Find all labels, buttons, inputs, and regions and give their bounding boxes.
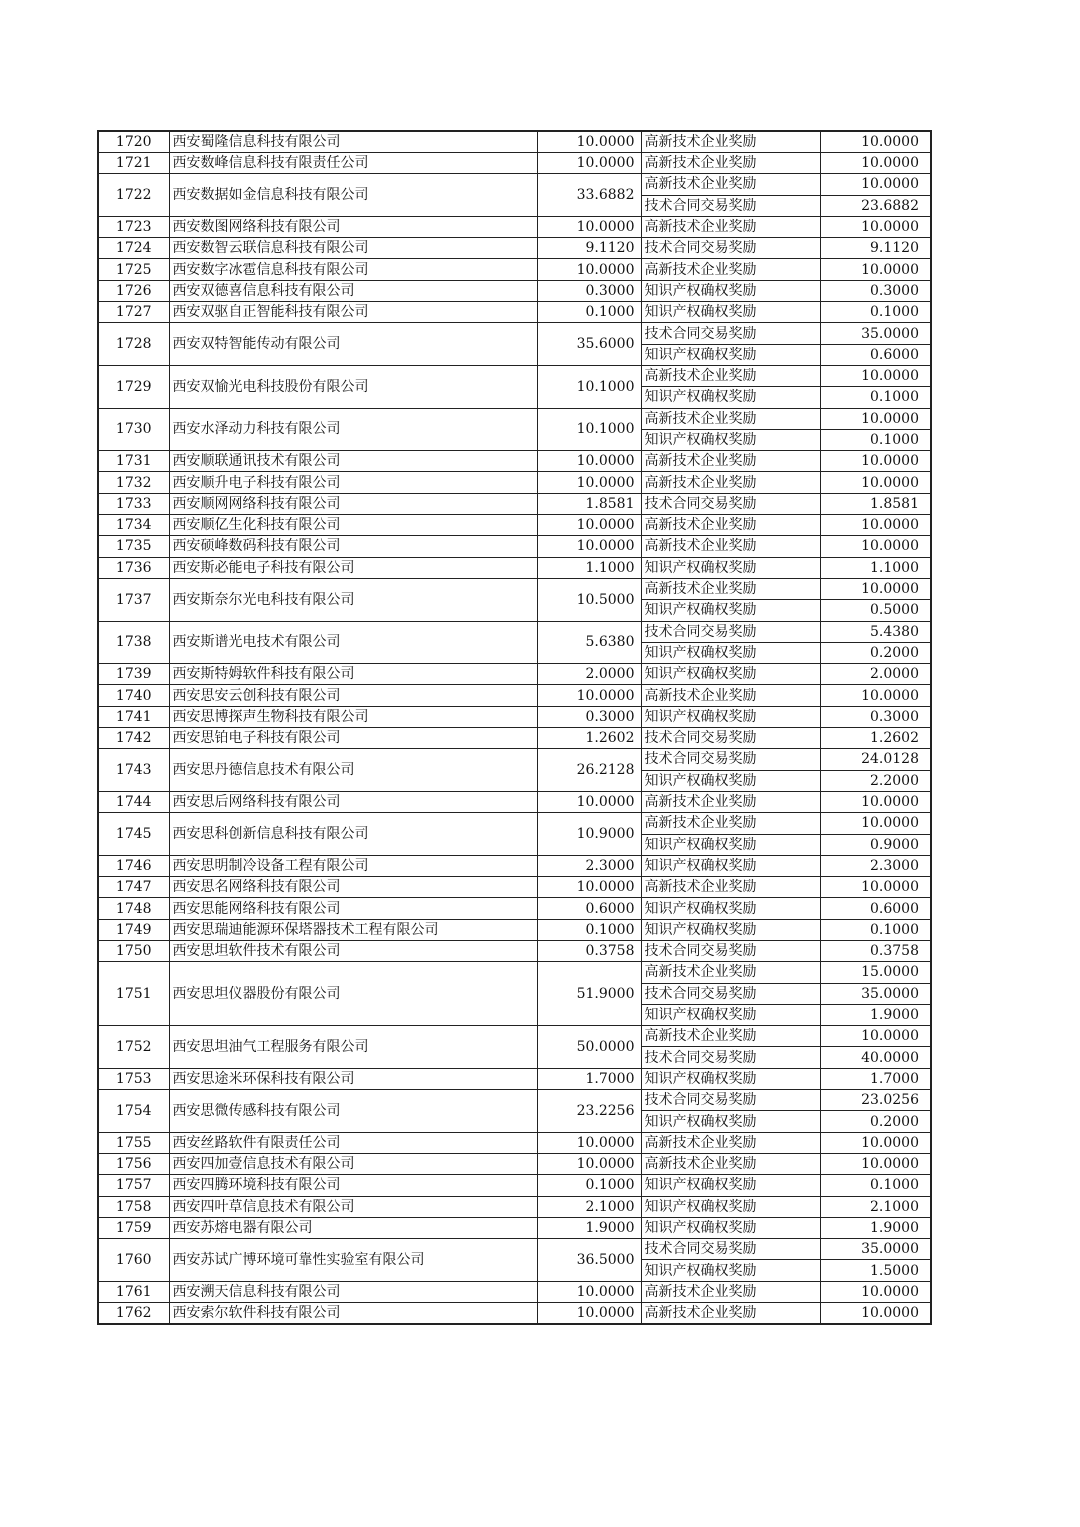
company-name: 西安思能网络科技有限公司 [169, 898, 537, 919]
award-amount: 24.0128 [820, 749, 931, 770]
award-type: 技术合同交易奖励 [641, 195, 820, 216]
award-type: 知识产权确权奖励 [641, 770, 820, 791]
record-number: 1729 [98, 365, 169, 408]
record-number: 1757 [98, 1175, 169, 1196]
award-type: 高新技术企业奖励 [641, 813, 820, 834]
record-number: 1753 [98, 1068, 169, 1089]
award-amount: 10.0000 [820, 365, 931, 386]
award-amount: 1.1000 [820, 557, 931, 578]
table-row [98, 813, 931, 834]
award-type: 高新技术企业奖励 [641, 962, 820, 983]
table-row [98, 1153, 931, 1174]
record-number: 1736 [98, 557, 169, 578]
award-type: 高新技术企业奖励 [641, 131, 820, 153]
total-amount: 10.0000 [537, 685, 641, 706]
award-type: 知识产权确权奖励 [641, 834, 820, 855]
award-amount: 10.0000 [820, 153, 931, 174]
total-amount: 10.0000 [537, 1303, 641, 1325]
award-type: 知识产权确权奖励 [641, 642, 820, 663]
total-amount: 0.1000 [537, 1175, 641, 1196]
award-type: 高新技术企业奖励 [641, 1303, 820, 1325]
award-type: 技术合同交易奖励 [641, 238, 820, 259]
award-amount: 10.0000 [820, 259, 931, 280]
company-name: 西安思科创新信息科技有限公司 [169, 813, 537, 856]
total-amount: 1.7000 [537, 1068, 641, 1089]
total-amount: 0.3000 [537, 706, 641, 727]
company-name: 西安思途米环保科技有限公司 [169, 1068, 537, 1089]
award-amount: 40.0000 [820, 1047, 931, 1068]
company-name: 西安斯特姆软件科技有限公司 [169, 664, 537, 685]
award-type: 知识产权确权奖励 [641, 919, 820, 940]
record-number: 1750 [98, 940, 169, 961]
total-amount: 10.1000 [537, 408, 641, 451]
award-amount: 0.6000 [820, 344, 931, 365]
record-number: 1738 [98, 621, 169, 664]
award-amount: 10.0000 [820, 877, 931, 898]
total-amount: 0.3000 [537, 280, 641, 301]
award-type: 技术合同交易奖励 [641, 621, 820, 642]
record-number: 1722 [98, 174, 169, 217]
total-amount: 5.6380 [537, 621, 641, 664]
table-row [98, 1196, 931, 1217]
company-name: 西安顺联通讯技术有限公司 [169, 451, 537, 472]
table-row [98, 323, 931, 344]
award-amount: 0.2000 [820, 642, 931, 663]
record-number: 1721 [98, 153, 169, 174]
table-row [98, 578, 931, 599]
table-row [98, 280, 931, 301]
award-type: 技术合同交易奖励 [641, 1239, 820, 1260]
award-type: 高新技术企业奖励 [641, 1132, 820, 1153]
award-amount: 0.1000 [820, 429, 931, 450]
award-amount: 10.0000 [820, 578, 931, 599]
total-amount: 33.6882 [537, 174, 641, 217]
total-amount: 10.0000 [537, 259, 641, 280]
record-number: 1755 [98, 1132, 169, 1153]
award-type: 高新技术企业奖励 [641, 153, 820, 174]
record-number: 1740 [98, 685, 169, 706]
award-amount: 0.6000 [820, 898, 931, 919]
total-amount: 10.1000 [537, 365, 641, 408]
award-type: 知识产权确权奖励 [641, 1068, 820, 1089]
table-row [98, 536, 931, 557]
table-row [98, 664, 931, 685]
total-amount: 1.2602 [537, 728, 641, 749]
total-amount: 1.9000 [537, 1217, 641, 1238]
award-amount: 1.9000 [820, 1217, 931, 1238]
total-amount: 9.1120 [537, 238, 641, 259]
company-name: 西安双德喜信息科技有限公司 [169, 280, 537, 301]
table-row [98, 302, 931, 323]
company-name: 西安顺网网络科技有限公司 [169, 493, 537, 514]
award-amount: 15.0000 [820, 962, 931, 983]
record-number: 1749 [98, 919, 169, 940]
total-amount: 35.6000 [537, 323, 641, 366]
award-type: 知识产权确权奖励 [641, 387, 820, 408]
total-amount: 10.0000 [537, 131, 641, 153]
table-row [98, 962, 931, 983]
record-number: 1741 [98, 706, 169, 727]
total-amount: 2.0000 [537, 664, 641, 685]
award-amount: 2.3000 [820, 855, 931, 876]
record-number: 1745 [98, 813, 169, 856]
total-amount: 0.3758 [537, 940, 641, 961]
table-row [98, 791, 931, 812]
award-type: 技术合同交易奖励 [641, 940, 820, 961]
record-number: 1759 [98, 1217, 169, 1238]
company-name: 西安数峰信息科技有限责任公司 [169, 153, 537, 174]
record-number: 1737 [98, 578, 169, 621]
total-amount: 36.5000 [537, 1239, 641, 1282]
award-type: 技术合同交易奖励 [641, 493, 820, 514]
company-name: 西安思坦油气工程服务有限公司 [169, 1026, 537, 1069]
award-type: 知识产权确权奖励 [641, 344, 820, 365]
total-amount: 10.9000 [537, 813, 641, 856]
award-amount: 10.0000 [820, 813, 931, 834]
table-row [98, 749, 931, 770]
award-amount: 35.0000 [820, 323, 931, 344]
table-row [98, 919, 931, 940]
record-number: 1727 [98, 302, 169, 323]
award-amount: 2.1000 [820, 1196, 931, 1217]
award-amount: 0.3000 [820, 280, 931, 301]
total-amount: 50.0000 [537, 1026, 641, 1069]
table-row [98, 451, 931, 472]
total-amount: 10.0000 [537, 1132, 641, 1153]
award-amount: 10.0000 [820, 451, 931, 472]
company-name: 西安思后网络科技有限公司 [169, 791, 537, 812]
table-row [98, 1090, 931, 1111]
award-type: 知识产权确权奖励 [641, 302, 820, 323]
award-type: 知识产权确权奖励 [641, 855, 820, 876]
award-amount: 10.0000 [820, 1281, 931, 1302]
award-type: 技术合同交易奖励 [641, 1090, 820, 1111]
award-type: 知识产权确权奖励 [641, 600, 820, 621]
award-amount: 2.0000 [820, 664, 931, 685]
record-number: 1728 [98, 323, 169, 366]
total-amount: 10.0000 [537, 451, 641, 472]
table-row [98, 259, 931, 280]
company-name: 西安双驱自正智能科技有限公司 [169, 302, 537, 323]
award-type: 知识产权确权奖励 [641, 557, 820, 578]
award-amount: 0.3000 [820, 706, 931, 727]
award-amount: 10.0000 [820, 1132, 931, 1153]
award-type: 知识产权确权奖励 [641, 1217, 820, 1238]
table-row [98, 515, 931, 536]
award-amount: 0.1000 [820, 1175, 931, 1196]
table-row [98, 493, 931, 514]
award-type: 知识产权确权奖励 [641, 429, 820, 450]
award-type: 高新技术企业奖励 [641, 365, 820, 386]
company-name: 西安丝路软件有限责任公司 [169, 1132, 537, 1153]
table-row [98, 685, 931, 706]
award-amount: 1.2602 [820, 728, 931, 749]
record-number: 1762 [98, 1303, 169, 1325]
award-amount: 0.1000 [820, 919, 931, 940]
award-type: 知识产权确权奖励 [641, 1175, 820, 1196]
total-amount: 1.1000 [537, 557, 641, 578]
record-number: 1756 [98, 1153, 169, 1174]
record-number: 1758 [98, 1196, 169, 1217]
award-type: 知识产权确权奖励 [641, 1196, 820, 1217]
award-amount: 23.0256 [820, 1090, 931, 1111]
record-number: 1743 [98, 749, 169, 792]
award-amount: 5.4380 [820, 621, 931, 642]
award-amount: 35.0000 [820, 1239, 931, 1260]
table-row [98, 557, 931, 578]
award-type: 知识产权确权奖励 [641, 1004, 820, 1025]
table-row [98, 216, 931, 237]
award-amount: 0.2000 [820, 1111, 931, 1132]
table-row [98, 365, 931, 386]
company-name: 西安思博探声生物科技有限公司 [169, 706, 537, 727]
award-type: 技术合同交易奖励 [641, 749, 820, 770]
record-number: 1748 [98, 898, 169, 919]
award-amount: 0.1000 [820, 302, 931, 323]
award-type: 知识产权确权奖励 [641, 1111, 820, 1132]
company-name: 西安苏熔电器有限公司 [169, 1217, 537, 1238]
record-number: 1733 [98, 493, 169, 514]
award-amount: 10.0000 [820, 131, 931, 153]
total-amount: 10.0000 [537, 877, 641, 898]
award-type: 高新技术企业奖励 [641, 174, 820, 195]
award-type: 技术合同交易奖励 [641, 728, 820, 749]
record-number: 1720 [98, 131, 169, 153]
company-name: 西安斯谱光电技术有限公司 [169, 621, 537, 664]
company-name: 西安思坦仪器股份有限公司 [169, 962, 537, 1026]
company-name: 西安思瑞迪能源环保塔器技术工程有限公司 [169, 919, 537, 940]
award-type: 高新技术企业奖励 [641, 791, 820, 812]
table-row [98, 1281, 931, 1302]
company-name: 西安数据如金信息科技有限公司 [169, 174, 537, 217]
company-name: 西安斯奈尔光电科技有限公司 [169, 578, 537, 621]
record-number: 1751 [98, 962, 169, 1026]
award-amount: 2.2000 [820, 770, 931, 791]
record-number: 1754 [98, 1090, 169, 1133]
total-amount: 23.2256 [537, 1090, 641, 1133]
total-amount: 10.0000 [537, 515, 641, 536]
company-name: 西安数智云联信息科技有限公司 [169, 238, 537, 259]
record-number: 1742 [98, 728, 169, 749]
company-name: 西安索尔软件科技有限公司 [169, 1303, 537, 1325]
company-name: 西安蜀隆信息科技有限公司 [169, 131, 537, 153]
company-name: 西安双特智能传动有限公司 [169, 323, 537, 366]
company-name: 西安硕峰数码科技有限公司 [169, 536, 537, 557]
award-amount: 10.0000 [820, 1303, 931, 1325]
table-row [98, 408, 931, 429]
total-amount: 10.5000 [537, 578, 641, 621]
total-amount: 10.0000 [537, 472, 641, 493]
award-amount: 0.5000 [820, 600, 931, 621]
award-type: 高新技术企业奖励 [641, 216, 820, 237]
award-type: 高新技术企业奖励 [641, 472, 820, 493]
award-amount: 9.1120 [820, 238, 931, 259]
award-amount: 23.6882 [820, 195, 931, 216]
award-amount: 10.0000 [820, 1026, 931, 1047]
table-row [98, 728, 931, 749]
company-name: 西安双愉光电科技股份有限公司 [169, 365, 537, 408]
award-type: 知识产权确权奖励 [641, 1260, 820, 1281]
table-row [98, 153, 931, 174]
table-row [98, 174, 931, 195]
table-row [98, 940, 931, 961]
table-row [98, 1303, 931, 1325]
total-amount: 10.0000 [537, 1281, 641, 1302]
award-type: 知识产权确权奖励 [641, 706, 820, 727]
table-row [98, 131, 931, 153]
award-amount: 0.1000 [820, 387, 931, 408]
company-name: 西安思丹德信息技术有限公司 [169, 749, 537, 792]
table-row [98, 898, 931, 919]
table-row [98, 1132, 931, 1153]
award-amount: 1.9000 [820, 1004, 931, 1025]
record-number: 1761 [98, 1281, 169, 1302]
record-number: 1731 [98, 451, 169, 472]
company-name: 西安苏试广博环境可靠性实验室有限公司 [169, 1239, 537, 1282]
total-amount: 10.0000 [537, 216, 641, 237]
award-type: 高新技术企业奖励 [641, 1281, 820, 1302]
total-amount: 26.2128 [537, 749, 641, 792]
company-name: 西安斯必能电子科技有限公司 [169, 557, 537, 578]
award-amount: 10.0000 [820, 791, 931, 812]
total-amount: 2.3000 [537, 855, 641, 876]
table-row [98, 238, 931, 259]
total-amount: 51.9000 [537, 962, 641, 1026]
record-number: 1726 [98, 280, 169, 301]
table-row [98, 472, 931, 493]
record-number: 1746 [98, 855, 169, 876]
award-type: 高新技术企业奖励 [641, 259, 820, 280]
award-type: 高新技术企业奖励 [641, 1026, 820, 1047]
record-number: 1735 [98, 536, 169, 557]
company-name: 西安数图网络科技有限公司 [169, 216, 537, 237]
company-name: 西安思微传感科技有限公司 [169, 1090, 537, 1133]
award-table [97, 130, 932, 1325]
award-type: 知识产权确权奖励 [641, 898, 820, 919]
award-amount: 1.5000 [820, 1260, 931, 1281]
award-amount: 0.9000 [820, 834, 931, 855]
company-name: 西安数字冰雹信息科技有限公司 [169, 259, 537, 280]
award-type: 高新技术企业奖励 [641, 408, 820, 429]
table-row [98, 706, 931, 727]
table-row [98, 1239, 931, 1260]
table-row [98, 1026, 931, 1047]
company-name: 西安四叶草信息技术有限公司 [169, 1196, 537, 1217]
total-amount: 2.1000 [537, 1196, 641, 1217]
company-name: 西安四加壹信息技术有限公司 [169, 1153, 537, 1174]
record-number: 1752 [98, 1026, 169, 1069]
award-type: 技术合同交易奖励 [641, 323, 820, 344]
company-name: 西安顺亿生化科技有限公司 [169, 515, 537, 536]
award-amount: 10.0000 [820, 216, 931, 237]
table-row [98, 855, 931, 876]
award-amount: 10.0000 [820, 408, 931, 429]
award-type: 知识产权确权奖励 [641, 280, 820, 301]
award-amount: 10.0000 [820, 472, 931, 493]
total-amount: 0.6000 [537, 898, 641, 919]
award-amount: 10.0000 [820, 515, 931, 536]
company-name: 西安顺升电子科技有限公司 [169, 472, 537, 493]
company-name: 西安思铂电子科技有限公司 [169, 728, 537, 749]
table-row [98, 1217, 931, 1238]
award-type: 技术合同交易奖励 [641, 1047, 820, 1068]
award-amount: 10.0000 [820, 536, 931, 557]
award-type: 高新技术企业奖励 [641, 451, 820, 472]
award-type: 技术合同交易奖励 [641, 983, 820, 1004]
award-type: 高新技术企业奖励 [641, 877, 820, 898]
award-amount: 0.3758 [820, 940, 931, 961]
table-row [98, 1068, 931, 1089]
company-name: 西安思坦软件技术有限公司 [169, 940, 537, 961]
table-row [98, 1175, 931, 1196]
total-amount: 1.8581 [537, 493, 641, 514]
record-number: 1724 [98, 238, 169, 259]
award-amount: 10.0000 [820, 174, 931, 195]
table-row [98, 877, 931, 898]
record-number: 1730 [98, 408, 169, 451]
company-name: 西安思明制冷设备工程有限公司 [169, 855, 537, 876]
record-number: 1725 [98, 259, 169, 280]
record-number: 1723 [98, 216, 169, 237]
record-number: 1744 [98, 791, 169, 812]
table-row [98, 621, 931, 642]
total-amount: 10.0000 [537, 536, 641, 557]
company-name: 西安四腾环境科技有限公司 [169, 1175, 537, 1196]
award-type: 高新技术企业奖励 [641, 536, 820, 557]
award-type: 高新技术企业奖励 [641, 578, 820, 599]
award-amount: 10.0000 [820, 1153, 931, 1174]
total-amount: 0.1000 [537, 302, 641, 323]
company-name: 西安溯天信息科技有限公司 [169, 1281, 537, 1302]
company-name: 西安思安云创科技有限公司 [169, 685, 537, 706]
award-type: 知识产权确权奖励 [641, 664, 820, 685]
company-name: 西安思名网络科技有限公司 [169, 877, 537, 898]
award-type: 高新技术企业奖励 [641, 685, 820, 706]
record-number: 1732 [98, 472, 169, 493]
award-type: 高新技术企业奖励 [641, 1153, 820, 1174]
award-amount: 1.7000 [820, 1068, 931, 1089]
record-number: 1747 [98, 877, 169, 898]
total-amount: 10.0000 [537, 153, 641, 174]
record-number: 1760 [98, 1239, 169, 1282]
award-amount: 10.0000 [820, 685, 931, 706]
record-number: 1739 [98, 664, 169, 685]
total-amount: 10.0000 [537, 791, 641, 812]
award-type: 高新技术企业奖励 [641, 515, 820, 536]
award-table-body [98, 131, 931, 1324]
company-name: 西安水泽动力科技有限公司 [169, 408, 537, 451]
record-number: 1734 [98, 515, 169, 536]
total-amount: 0.1000 [537, 919, 641, 940]
award-amount: 35.0000 [820, 983, 931, 1004]
total-amount: 10.0000 [537, 1153, 641, 1174]
award-amount: 1.8581 [820, 493, 931, 514]
